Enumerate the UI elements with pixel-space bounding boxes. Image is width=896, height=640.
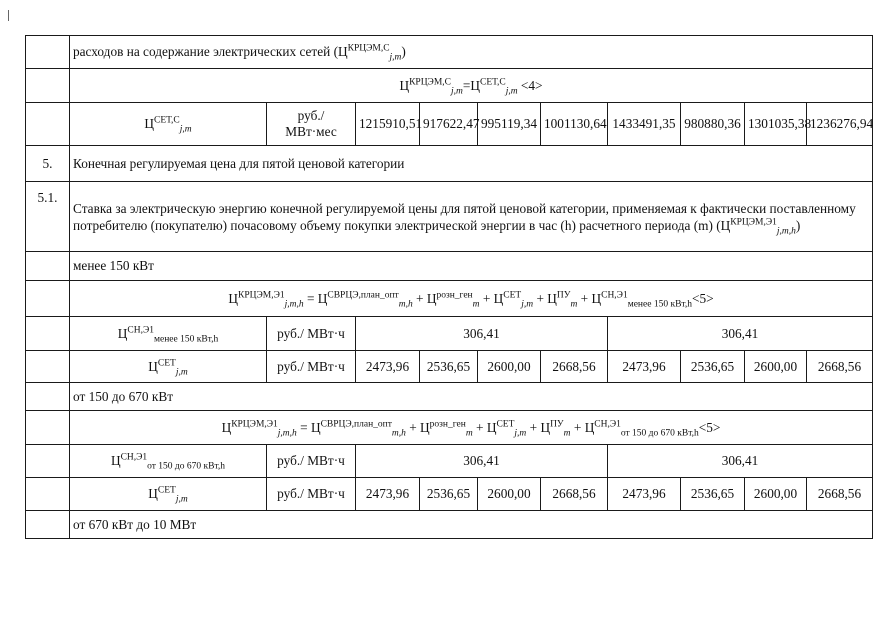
- value-cell: 2536,65: [420, 351, 478, 383]
- value-cell: 2668,56: [541, 351, 608, 383]
- num-cell-empty: [26, 411, 70, 445]
- num-cell-empty: [26, 317, 70, 351]
- value-cell: 980880,36: [681, 103, 745, 146]
- value-cell: 2600,00: [478, 478, 541, 511]
- section-5-title: Конечная регулируемая цена для пятой ценовой категории: [70, 146, 873, 182]
- row-set-c: [26, 103, 873, 146]
- section-number: 5.1.: [26, 182, 70, 252]
- group-title: от 150 до 670 кВт: [70, 383, 873, 411]
- value-cell: 2536,65: [420, 478, 478, 511]
- num-cell-empty: [26, 69, 70, 103]
- network-costs-text: расходов на содержание электрических сетей $(Ц^{КРЦЭМ,С}_{j,m})$: [70, 36, 873, 69]
- formula-5: $Ц^{КРЦЭМ,Э1}_{j,m,h} = Ц^{СВРЦЭ,план\_опт}_{m,h} + Ц^{розн\_ген}_m + Ц^{СЕТ}_{j,m} + Ц^{ПУ}_m + Ц^{СН,Э1}_{от 150 до 670 кВт,h}<5>$: [70, 411, 873, 445]
- set-label: $Ц^{СЕТ}_{j,m}$: [70, 351, 267, 383]
- value-cell: 2536,65: [681, 478, 745, 511]
- value-cell: 995119,34: [478, 103, 541, 146]
- value-cell: 2473,96: [608, 351, 681, 383]
- row-section-5-1: [26, 182, 873, 252]
- value-cell: 1301035,38: [745, 103, 807, 146]
- value-cell: 2473,96: [608, 478, 681, 511]
- row-group-1-title: [26, 252, 873, 281]
- unit-cell: руб./ МВт·ч: [267, 478, 356, 511]
- row-section-5: [26, 146, 873, 182]
- value-cell: 2600,00: [478, 351, 541, 383]
- formula-5: $Ц^{КРЦЭМ,Э1}_{j,m,h} = Ц^{СВРЦЭ,план\_опт}_{m,h} + Ц^{розн\_ген}_m + Ц^{СЕТ}_{j,m} + Ц^{ПУ}_m + Ц^{СН,Э1}_{менее 150 кВт,h}<5>$: [70, 281, 873, 317]
- group-title: от 670 кВт до 10 МВт: [70, 511, 873, 539]
- set-c-unit: руб./ МВт·мес: [267, 103, 356, 146]
- sn-value: 306,41: [356, 445, 608, 478]
- sn-value: 306,41: [608, 445, 873, 478]
- num-cell-empty: [26, 281, 70, 317]
- value-cell: 2473,96: [356, 351, 420, 383]
- set-c-label: $Ц^{СЕТ,С}_{j,m}$: [70, 103, 267, 146]
- value-cell: 2536,65: [681, 351, 745, 383]
- num-cell-empty: [26, 351, 70, 383]
- row-group-1-formula: [26, 281, 873, 317]
- value-cell: 1001130,64: [541, 103, 608, 146]
- value-cell: 2668,56: [807, 351, 873, 383]
- section-5-1-text: Ставка за электрическую энергию конечной регулируемой цены для пятой ценовой категории, применяемая к фактически поставленному потребителю (покупателю) почасовому объему покупки электрической энергии в час (h) расчетного периода (m) $(Ц^{КРЦЭМ,Э1}_{j,m,h})$: [70, 182, 873, 252]
- num-cell-empty: [26, 445, 70, 478]
- num-cell-empty: [26, 103, 70, 146]
- num-cell-empty: [26, 36, 70, 69]
- row-group-2-set: [26, 478, 873, 511]
- group-title: менее 150 кВт: [70, 252, 873, 281]
- row-group-2-title: [26, 383, 873, 411]
- row-network-costs: [26, 36, 873, 69]
- tariff-table: [25, 35, 873, 539]
- num-cell-empty: [26, 511, 70, 539]
- section-number: 5.: [26, 146, 70, 182]
- margin-mark: [8, 10, 9, 21]
- unit-cell: руб./ МВт·ч: [267, 445, 356, 478]
- value-cell: 2473,96: [356, 478, 420, 511]
- value-cell: 2668,56: [807, 478, 873, 511]
- formula-4: $Ц^{КРЦЭМ,С}_{j,m}=Ц^{СЕТ,С}_{j,m} <4>$: [70, 69, 873, 103]
- unit-cell: руб./ МВт·ч: [267, 351, 356, 383]
- row-group-2-sn: [26, 445, 873, 478]
- row-group-2-formula: [26, 411, 873, 445]
- num-cell-empty: [26, 252, 70, 281]
- set-label: $Ц^{СЕТ}_{j,m}$: [70, 478, 267, 511]
- num-cell-empty: [26, 383, 70, 411]
- value-cell: 1215910,51: [356, 103, 420, 146]
- value-cell: 2600,00: [745, 478, 807, 511]
- value-cell: 2668,56: [541, 478, 608, 511]
- row-group-1-sn: [26, 317, 873, 351]
- unit-cell: руб./ МВт·ч: [267, 317, 356, 351]
- value-cell: 917622,47: [420, 103, 478, 146]
- row-group-1-set: [26, 351, 873, 383]
- sn-value: 306,41: [356, 317, 608, 351]
- value-cell: 1433491,35: [608, 103, 681, 146]
- num-cell-empty: [26, 478, 70, 511]
- row-formula-4: [26, 69, 873, 103]
- row-group-3-title: [26, 511, 873, 539]
- value-cell: 2600,00: [745, 351, 807, 383]
- value-cell: 1236276,94: [807, 103, 873, 146]
- sn-label: $Ц^{СН,Э1}_{от 150 до 670 кВт,h}$: [70, 445, 267, 478]
- sn-label: $Ц^{СН,Э1}_{менее 150 кВт,h}$: [70, 317, 267, 351]
- sn-value: 306,41: [608, 317, 873, 351]
